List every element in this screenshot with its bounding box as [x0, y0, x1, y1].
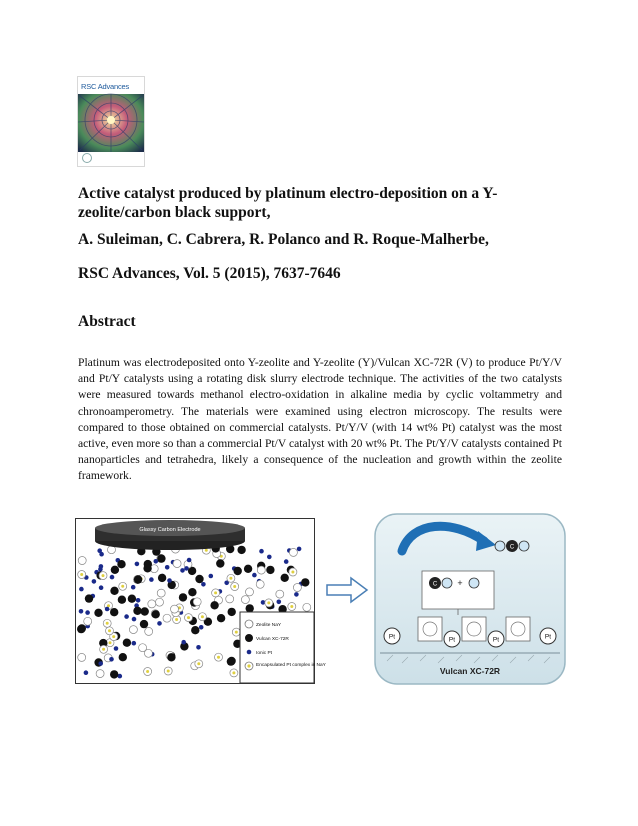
ionic-pt-particle	[109, 657, 114, 662]
zeolite-cubes	[418, 617, 530, 641]
reaction-box	[422, 571, 494, 609]
vulcan-particle	[140, 620, 148, 628]
zeolite-particle	[157, 589, 165, 597]
ionic-pt-particle	[187, 558, 192, 563]
ionic-pt-particle	[259, 549, 264, 554]
legend-encapsulated-pt: Encapsulated Pt complex in NaY	[256, 663, 326, 668]
encapsulated-pt-dot	[197, 662, 200, 665]
vulcan-particle	[216, 559, 224, 567]
encapsulated-pt-dot	[290, 605, 293, 608]
svg-text:C: C	[432, 581, 438, 588]
encapsulated-pt-dot	[121, 585, 124, 588]
cover-journal-name: RSC Advances	[81, 82, 130, 91]
encapsulated-pt-dot	[205, 549, 208, 552]
encapsulated-pt-dot	[102, 574, 105, 577]
zeolite-particle	[193, 598, 201, 606]
encapsulated-pt-dot	[175, 618, 178, 621]
cover-logo-icon	[82, 153, 92, 163]
ionic-pt-particle	[135, 562, 140, 567]
zeolite-particle	[145, 627, 153, 635]
cover-artwork	[78, 94, 144, 152]
ionic-pt-particle	[196, 645, 201, 650]
vulcan-particle	[110, 670, 118, 678]
encapsulated-pt-dot	[232, 671, 235, 674]
ionic-pt-particle	[165, 565, 170, 570]
vulcan-particle	[246, 604, 254, 612]
ionic-pt-particle	[97, 548, 102, 553]
abstract-heading: Abstract	[78, 313, 136, 330]
zeolite-particle	[163, 614, 171, 622]
encapsulated-pt-dot	[214, 591, 217, 594]
right-arrow-icon	[325, 575, 369, 605]
journal-cover	[77, 76, 145, 167]
zeolite-particle	[256, 580, 264, 588]
vulcan-particle	[78, 624, 86, 632]
vulcan-particle	[119, 653, 127, 661]
abstract-text: Platinum was electrodeposited onto Y-zeolite and Y-zeolite (Y)/Vulcan XC-72R (V) to produce Pt/Y/V and Pt/Y catalysts using a rotating disk slurry electrode technique. The activities of the two catalysts were measured towards methanol electro-oxidation in alkaline media by cyclic voltammetry and chronoamperometry. The materials were examined using electron microscopy. The results were compared to those obtained on commercial catalysts. Pt/Y/V (with 14 wt% Pt) catalyst was the most active, even more so than a commercial Pt/V catalyst with 20 wt% Pt. The Pt/Y/V catalysts contained Pt nanoparticles and tetrahedra, likely a consequence of the nucleation and growth within the zeolite framework.	[78, 356, 562, 483]
zeolite-particle	[156, 598, 164, 606]
zeolite-particle	[241, 596, 249, 604]
vulcan-particle	[227, 657, 235, 665]
vulcan-particle	[266, 566, 274, 574]
encapsulated-pt-dot	[233, 585, 236, 588]
ionic-pt-particle	[184, 566, 189, 571]
vulcan-particle	[210, 601, 218, 609]
ionic-pt-particle	[277, 600, 282, 605]
vulcan-particle	[111, 566, 119, 574]
encapsulated-pt-dot	[112, 635, 115, 638]
zeolite-particle	[276, 590, 284, 598]
vulcan-particle	[217, 614, 225, 622]
catalyst-reaction-figure	[372, 511, 568, 687]
zeolite-particle	[293, 584, 301, 592]
zeolite-particle	[148, 600, 156, 608]
encapsulated-pt-dot	[235, 631, 238, 634]
ionic-pt-particle	[99, 564, 104, 569]
ionic-pt-particle	[294, 592, 299, 597]
vulcan-particle	[118, 596, 126, 604]
pt-label: Pt	[492, 636, 500, 644]
ionic-pt-particle	[105, 607, 110, 612]
zeolite-cube	[462, 617, 486, 641]
ionic-pt-particle	[149, 577, 154, 582]
encapsulated-pt-dot	[201, 615, 204, 618]
zeolite-particle	[96, 670, 104, 678]
encapsulated-pt-dot	[109, 641, 112, 644]
zeolite-particle	[171, 605, 179, 613]
ionic-pt-particle	[132, 617, 137, 622]
legend-ionic-pt: Ionic Pt	[256, 651, 272, 656]
encapsulated-pt-dot	[187, 616, 190, 619]
vulcan-particle	[110, 608, 118, 616]
product-molecule	[495, 540, 529, 552]
encapsulated-pt-dot	[80, 573, 83, 576]
vulcan-particle	[128, 595, 136, 603]
zeolite-particle	[257, 566, 265, 574]
ionic-pt-particle	[79, 587, 84, 592]
encapsulated-pt-dot	[267, 601, 270, 604]
ionic-pt-particle	[136, 598, 141, 603]
ionic-pt-particle	[199, 625, 204, 630]
ionic-pt-particle	[284, 559, 289, 564]
ionic-pt-particle	[124, 614, 129, 619]
zeolite-particle	[78, 653, 86, 661]
ionic-pt-particle	[181, 640, 186, 645]
zeolite-particle	[289, 548, 297, 556]
vulcan-particle	[234, 567, 242, 575]
vulcan-particle	[133, 607, 141, 615]
zeolite-particle	[303, 603, 311, 611]
vulcan-particle	[301, 578, 309, 586]
ionic-pt-particle	[297, 547, 302, 552]
zeolite-particle	[226, 595, 234, 603]
vulcan-particle	[152, 610, 160, 618]
pt-label: Pt	[544, 633, 552, 641]
ionic-pt-particle	[167, 578, 172, 583]
zeolite-particle	[173, 560, 181, 568]
ionic-pt-particle	[98, 661, 103, 666]
zeolite-cube	[506, 617, 530, 641]
vulcan-particle	[179, 593, 187, 601]
article-title: Active catalyst produced by platinum electro-deposition on a Y-zeolite/carbon black support,	[78, 185, 498, 221]
vulcan-particle	[123, 639, 131, 647]
vulcan-particle	[167, 653, 175, 661]
encapsulated-pt-dot	[217, 656, 220, 659]
vulcan-particle	[110, 587, 118, 595]
encapsulated-pt-dot	[229, 577, 232, 580]
encapsulated-pt-dot	[106, 622, 109, 625]
ionic-pt-particle	[79, 609, 84, 614]
ionic-pt-particle	[110, 575, 115, 580]
ionic-pt-particle	[114, 646, 119, 651]
ionic-pt-particle	[252, 573, 257, 578]
pt-label: Pt	[388, 633, 396, 641]
ionic-pt-particle	[99, 585, 104, 590]
vulcan-particle	[195, 575, 203, 583]
vulcan-particle	[85, 594, 93, 602]
ionic-pt-particle	[201, 582, 206, 587]
vulcan-particle	[188, 588, 196, 596]
encapsulated-pt-dot	[167, 670, 170, 673]
vulcan-support-label: Vulcan XC-72R	[439, 666, 501, 676]
vulcan-particle	[191, 626, 199, 634]
ionic-pt-particle	[92, 579, 97, 584]
vulcan-particle	[143, 564, 151, 572]
zeolite-particle	[246, 588, 254, 596]
legend-vulcan: Vulcan XC-72R	[256, 637, 289, 642]
encapsulated-pt-dot	[146, 670, 149, 673]
ionic-pt-particle	[154, 559, 159, 564]
vulcan-particle	[134, 575, 142, 583]
electrode-schematic-figure	[75, 518, 326, 684]
ionic-pt-particle	[85, 610, 90, 615]
zeolite-particle	[129, 626, 137, 634]
ionic-pt-particle	[180, 568, 185, 573]
vulcan-particle	[117, 560, 125, 568]
zeolite-particle	[78, 557, 86, 565]
ionic-pt-particle	[131, 585, 136, 590]
svg-text:+: +	[457, 578, 463, 588]
vulcan-particle	[244, 565, 252, 573]
vulcan-particle	[281, 574, 289, 582]
encapsulated-pt-dot	[291, 571, 294, 574]
pt-label: Pt	[448, 636, 456, 644]
ionic-pt-particle	[157, 621, 162, 626]
encapsulated-pt-dot	[108, 629, 111, 632]
vulcan-particle	[237, 546, 245, 554]
ionic-pt-particle	[267, 555, 272, 560]
vulcan-particle	[228, 608, 236, 616]
electrode-label: Glassy Carbon Electrode	[139, 527, 201, 533]
vulcan-particle	[94, 609, 102, 617]
svg-text:C: C	[509, 544, 515, 551]
ionic-pt-particle	[84, 670, 89, 675]
article-citation: RSC Advances, Vol. 5 (2015), 7637-7646	[78, 265, 341, 282]
zeolite-particle	[84, 617, 92, 625]
zeolite-particle	[144, 649, 152, 657]
ionic-pt-particle	[132, 641, 137, 646]
zeolite-cube	[418, 617, 442, 641]
article-authors: A. Suleiman, C. Cabrera, R. Polanco and R. Roque-Malherbe,	[78, 231, 489, 248]
legend-zeolite: Zeolite NaY	[256, 623, 282, 628]
vulcan-particle	[157, 554, 165, 562]
encapsulated-pt-dot	[102, 648, 105, 651]
ionic-pt-particle	[209, 574, 214, 579]
vulcan-particle	[141, 607, 149, 615]
vulcan-particle	[158, 574, 166, 582]
